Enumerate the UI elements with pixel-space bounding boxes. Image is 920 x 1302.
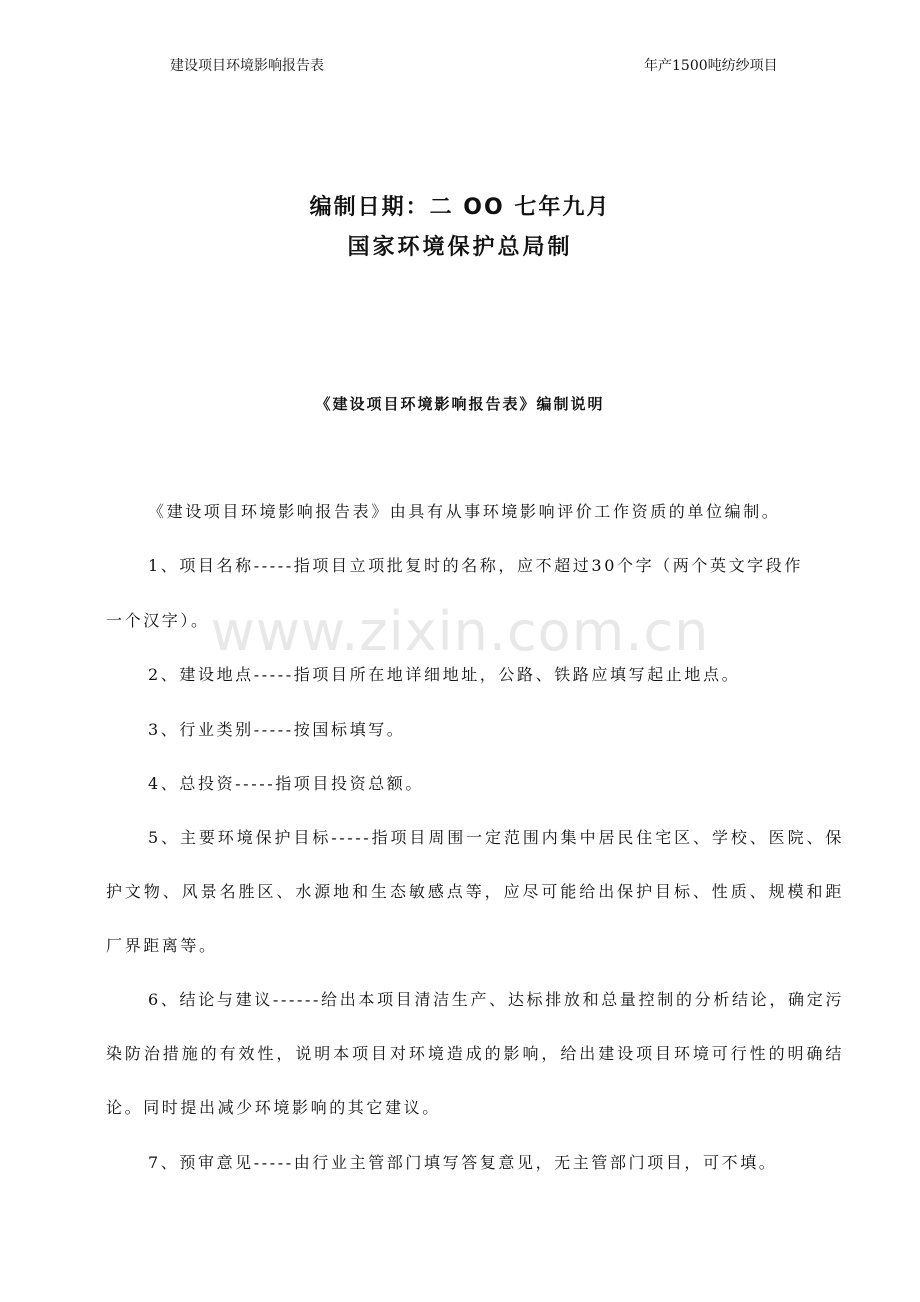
watermark: www.zixin.com.cn xyxy=(210,600,710,663)
paragraph-item-3: 3、行业类别-----按国标填写。 xyxy=(148,720,406,739)
paragraph-item-1-line-1: 1、项目名称-----指项目立项批复时的名称，应不超过30个字（两个英文字段作 xyxy=(148,556,803,575)
paragraph-item-6: 6、结论与建议------给出本项目清洁生产、达标排放和总量控制的分析结论，确定污染防治措施的有效性，说明本项目对环境造成的影响，给出建设项目环境可行性的明确结论。同时提出减少环境影响的其它建议。 xyxy=(106,990,844,1117)
running-header-left: 建设项目环境影响报告表 xyxy=(170,58,324,74)
paragraph-item-5: 5、主要环境保护目标-----指项目周围一定范围内集中居民住宅区、学校、医院、保护文物、风景名胜区、水源地和生态敏感点等，应尽可能给出保护目标、性质、规模和距厂界距离等。 xyxy=(106,828,844,955)
paragraph-item-1-line-2: 一个汉字）。 xyxy=(106,611,210,630)
paragraph-item-4: 4、总投资-----指项目投资总额。 xyxy=(148,774,425,793)
compile-date: 编制日期：二 OO 七年九月 xyxy=(309,195,611,220)
paragraph-intro: 《建设项目环境影响报告表》由具有从事环境影响评价工作资质的单位编制。 xyxy=(148,502,781,521)
running-header-right: 年产1500吨纺纱项目 xyxy=(644,58,778,74)
paragraph-item-7: 7、预审意见-----由行业主管部门填写答复意见，无主管部门项目，可不填。 xyxy=(148,1153,778,1172)
section-title: 《建设项目环境影响报告表》编制说明 xyxy=(315,395,605,413)
paragraph-item-2: 2、建设地点-----指项目所在地详细地址，公路、铁路应填写起止地点。 xyxy=(148,665,741,684)
issuing-authority: 国家环境保护总局制 xyxy=(347,235,573,260)
